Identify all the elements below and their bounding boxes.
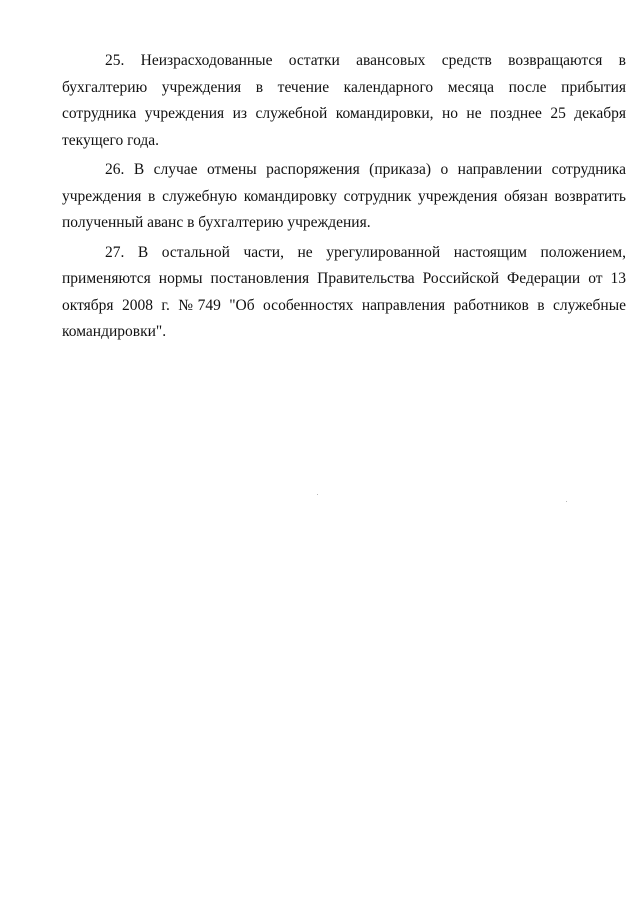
scan-speck [566,501,567,502]
document-body [62,48,626,349]
paragraph-25: 25. Неизрасходованные остатки авансовых средств возвращаются в бухгалтерию учреждения в течение календарного месяца после прибытия сотрудника учреждения из служебной командировки, но не позднее 25 декабря текущего года. [62,52,626,149]
paragraph-27: 27. В остальной части, не урегулированной настоящим положением, применяются нормы постановления Правительства Российской Федерации от 13 октября 2008 г. №749 "Об особенностях направления работников в служебные командировки". [62,243,626,340]
paragraph-26: 26. В случае отмены распоряжения (приказа) о направлении сотрудника учреждения в служебную командировку сотрудник учреждения обязан возвратить полученный аванс в бухгалтерию учреждения. [62,161,626,231]
scan-speck [317,494,318,495]
